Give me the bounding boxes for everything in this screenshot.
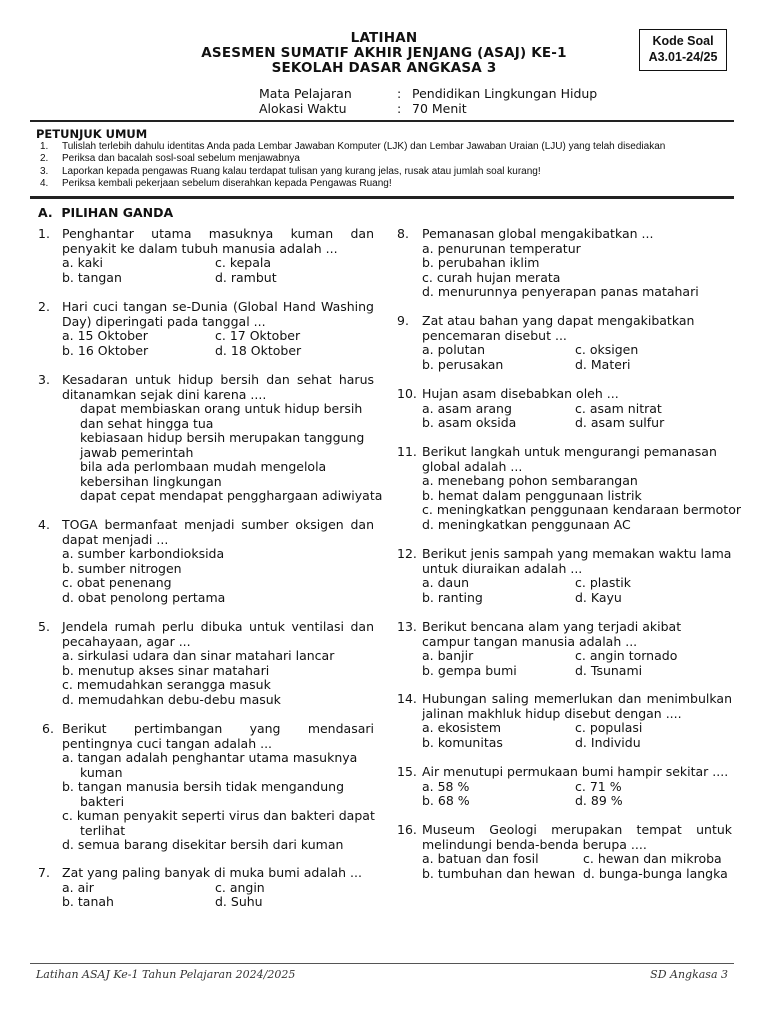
option-a[interactable]: a. menebang pohon sembarangan [422, 473, 638, 488]
option-c[interactable]: c. obat penenang [62, 575, 172, 590]
kode-soal-box [639, 29, 727, 71]
option-d[interactable]: d. asam sulfur [575, 415, 665, 430]
option-c[interactable]: c. memudahkan serangga masuk [62, 677, 271, 692]
option-b[interactable]: b. asam oksida [422, 415, 517, 430]
option-d[interactable]: d. menurunnya penyerapan panas matahari [422, 284, 699, 299]
option-a[interactable]: a. sirkulasi udara dan sinar matahari lancar [62, 648, 335, 663]
option-b[interactable]: b. komunitas [422, 735, 503, 750]
petunjuk-item: 4. Periksa kembali pekerjaan sebelum diserahkan kepada Pengawas Ruang! [40, 178, 392, 189]
option-c[interactable]: bila ada perlombaan mudah mengelola [80, 459, 327, 474]
option-a[interactable]: a. tangan adalah penghantar utama masuknya [62, 750, 358, 765]
mapel-colon: : [397, 86, 402, 101]
option-a[interactable]: a. 58 % [422, 779, 470, 794]
option-b[interactable]: b. gempa bumi [422, 663, 517, 678]
petunjuk-item: 1. Tulislah terlebih dahulu identitas Anda pada Lembar Jawaban Komputer (LJK) dan Lembar Jawaban Uraian (LJU) yang telah disediakan [40, 141, 666, 152]
petunjuk-item: 3. Laporkan kepada pengawas Ruang kalau terdapat tulisan yang kurang jelas, rusak atau jumlah soal kurang! [40, 166, 541, 177]
option-d[interactable]: d. semua barang disekitar bersih dari kuman [62, 837, 344, 852]
kode-soal-label: Kode Soal [652, 34, 714, 48]
option-b[interactable]: b. ranting [422, 590, 483, 605]
option-a[interactable]: a. asam arang [422, 401, 512, 416]
option-d[interactable]: d. 89 % [575, 793, 623, 808]
option-c[interactable]: c. angin tornado [575, 648, 678, 663]
option-c[interactable]: c. kuman penyakit seperti virus dan bakteri dapat [62, 808, 375, 823]
option-a[interactable]: dapat membiaskan orang untuk hidup bersih [80, 401, 363, 416]
option-c[interactable]: c. 71 % [575, 779, 622, 794]
mapel-label: Mata Pelajaran [259, 86, 352, 101]
option-c[interactable]: c. hewan dan mikroba [583, 851, 722, 866]
header-line-3: SEKOLAH DASAR ANGKASA 3 [271, 60, 497, 76]
option-a[interactable]: a. sumber karbondioksida [62, 546, 225, 561]
option-b[interactable]: b. tangan manusia bersih tidak mengandung [62, 779, 345, 794]
option-d[interactable]: d. 18 Oktober [215, 343, 302, 358]
petunjuk-item: 2. Periksa dan bacalah sosl-soal sebelum menjawabnya [40, 153, 300, 164]
option-c[interactable]: c. populasi [575, 720, 643, 735]
header-line-1: LATIHAN [350, 30, 418, 46]
option-c[interactable]: c. kepala [215, 255, 272, 270]
section-rule [30, 196, 734, 199]
mapel-value: Pendidikan Lingkungan Hidup [412, 86, 598, 101]
option-c[interactable]: c. curah hujan merata [422, 270, 561, 285]
option-b[interactable]: b. perubahan iklim [422, 255, 540, 270]
option-d[interactable]: d. Kayu [575, 590, 622, 605]
option-a[interactable]: a. batuan dan fosil [422, 851, 539, 866]
option-c[interactable]: c. 17 Oktober [215, 328, 301, 343]
option-c-cont: terlihat [80, 823, 126, 838]
footer-left: Latihan ASAJ Ke-1 Tahun Pelajaran 2024/2025 [36, 968, 296, 981]
header-line-2: ASESMEN SUMATIF AKHIR JENJANG (ASAJ) KE-1 [201, 45, 567, 61]
kode-soal-value: A3.01-24/25 [648, 50, 718, 64]
option-b[interactable]: b. menutup akses sinar matahari [62, 663, 270, 678]
option-c[interactable]: c. angin [215, 880, 265, 895]
option-a-cont: kuman [80, 765, 123, 780]
header-rule [30, 120, 734, 122]
waktu-label: Alokasi Waktu [259, 101, 347, 116]
option-c-cont: kebersihan lingkungan [80, 474, 222, 489]
option-d[interactable]: d. Suhu [215, 894, 263, 909]
option-a[interactable]: a. kaki [62, 255, 103, 270]
option-c[interactable]: c. asam nitrat [575, 401, 662, 416]
option-c[interactable]: c. plastik [575, 575, 632, 590]
option-d[interactable]: dapat cepat mendapat pengghargaan adiwiyata [80, 488, 383, 503]
option-a[interactable]: a. air [62, 880, 94, 895]
option-b[interactable]: b. tumbuhan dan hewan [422, 866, 576, 881]
waktu-colon: : [397, 101, 402, 116]
option-a[interactable]: a. polutan [422, 342, 486, 357]
option-c[interactable]: c. meningkatkan penggunaan kendaraan bermotor [422, 502, 741, 517]
option-d[interactable]: d. rambut [215, 270, 277, 285]
footer-right: SD Angkasa 3 [650, 968, 728, 981]
option-d[interactable]: d. Individu [575, 735, 641, 750]
petunjuk-title: PETUNJUK UMUM [36, 127, 148, 141]
option-b[interactable]: b. sumber nitrogen [62, 561, 182, 576]
option-a[interactable]: a. ekosistem [422, 720, 502, 735]
option-c[interactable]: c. oksigen [575, 342, 639, 357]
option-a[interactable]: a. penurunan temperatur [422, 241, 581, 256]
option-b-cont: jawab pemerintah [80, 445, 194, 460]
option-d[interactable]: d. Materi [575, 357, 631, 372]
option-a[interactable]: a. 15 Oktober [62, 328, 148, 343]
option-b-cont: bakteri [80, 794, 125, 809]
section-title: A. PILIHAN GANDA [38, 205, 174, 220]
footer-rule [30, 963, 734, 964]
waktu-value: 70 Menit [412, 101, 467, 116]
option-b[interactable]: b. perusakan [422, 357, 504, 372]
option-b[interactable]: kebiasaan hidup bersih merupakan tanggung [80, 430, 365, 445]
option-b[interactable]: b. 16 Oktober [62, 343, 149, 358]
option-d[interactable]: d. memudahkan debu-debu masuk [62, 692, 281, 707]
option-d[interactable]: d. meningkatkan penggunaan AC [422, 517, 631, 532]
option-b[interactable]: b. hemat dalam penggunaan listrik [422, 488, 642, 503]
option-d[interactable]: d. Tsunami [575, 663, 643, 678]
option-d[interactable]: d. bunga-bunga langka [583, 866, 728, 881]
option-b[interactable]: b. tangan [62, 270, 122, 285]
option-d[interactable]: d. obat penolong pertama [62, 590, 226, 605]
option-b[interactable]: b. tanah [62, 894, 114, 909]
option-a-cont: dan sehat hingga tua [80, 416, 214, 431]
option-b[interactable]: b. 68 % [422, 793, 470, 808]
option-a[interactable]: a. daun [422, 575, 470, 590]
option-a[interactable]: a. banjir [422, 648, 474, 663]
